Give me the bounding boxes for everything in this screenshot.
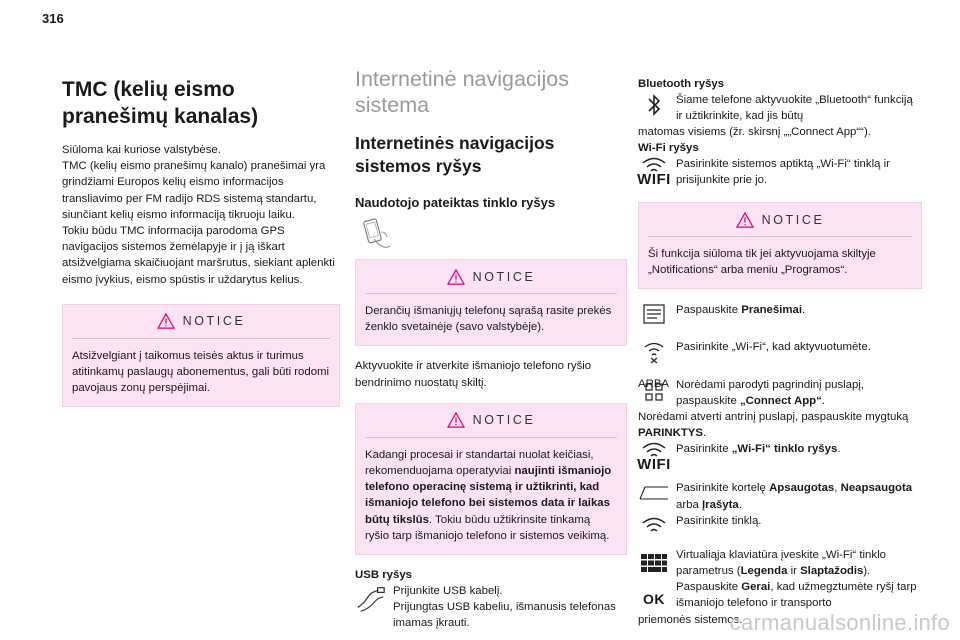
step-text-bold: „Connect App“ bbox=[739, 394, 822, 407]
step-text: Pasirinkite tinklą. bbox=[676, 514, 762, 527]
step-text-part: . bbox=[802, 304, 806, 317]
step-tabs bbox=[638, 480, 922, 512]
notice-title: NOTICE bbox=[472, 413, 536, 428]
step-text-part: . bbox=[738, 498, 742, 511]
tmc-notice bbox=[62, 304, 340, 408]
step-text-part: . bbox=[702, 427, 707, 440]
step-wifi-connection bbox=[638, 441, 922, 472]
usb-charging-text: Prijungtas USB kabeliu, išmanusis telefonas imamas įkrauti. bbox=[393, 601, 616, 630]
column-internet-navigation bbox=[355, 66, 627, 632]
warning-triangle-icon bbox=[157, 313, 175, 329]
notice-header bbox=[72, 305, 330, 339]
step-text bbox=[676, 302, 805, 318]
step-ok bbox=[638, 579, 922, 611]
step-text-part: Paspauskite bbox=[676, 304, 742, 317]
step-text bbox=[676, 480, 922, 512]
step-text-part: Norėdami atverti antrinį puslapį, paspauskite mygtuką bbox=[638, 411, 909, 424]
notifications-notice bbox=[638, 202, 922, 289]
step-options-text bbox=[638, 409, 922, 441]
ok-label: OK bbox=[643, 591, 665, 608]
notice-text bbox=[365, 447, 617, 544]
or-label: ARBA bbox=[638, 378, 670, 391]
step-text-part: , kad užmegztumėte ryšį tarp išmaniojo telefono ir transporto bbox=[676, 581, 917, 610]
notice-text: Derančių išmaniųjų telefonų sąrašą rasite prekės ženklo svetainėje (savo valstybėje). bbox=[365, 305, 612, 334]
tmc-body: TMC (kelių eismo pranešimų kanalo) pranešimai yra grindžiami Europos kelių eismo informacijos transliavimo per FM radijo RDS sistemą standartu, siunčiant kelių eismo informaciją tikruoju laiku. bbox=[62, 160, 326, 221]
step-text bbox=[676, 441, 841, 457]
step-select-network bbox=[638, 513, 922, 533]
wifi-row bbox=[638, 156, 922, 188]
step-text-bold: Pranešimai bbox=[741, 304, 803, 317]
step-text-part: Paspauskite bbox=[676, 581, 742, 594]
usb-step: Prijunkite USB kabelį. bbox=[393, 585, 503, 598]
step-text-part: arba bbox=[676, 498, 702, 511]
step-keyboard bbox=[638, 547, 922, 579]
wifi-icon bbox=[638, 156, 670, 187]
usb-row bbox=[355, 583, 627, 632]
step-wifi-toggle bbox=[638, 339, 922, 364]
step-text: Pasirinkite „Wi-Fi“, kad aktyvuotumėte. bbox=[676, 341, 871, 354]
wifi-label: WIFI bbox=[637, 456, 671, 474]
connection-subtitle: Internetinės navigacijos sistemos ryšys bbox=[355, 133, 555, 176]
ok-icon bbox=[638, 579, 670, 607]
apps-grid-icon bbox=[638, 377, 670, 401]
sharing-settings-text: Aktyvuokite ir atverkite išmaniojo telefono ryšio bendrinimo nuostatų skiltį. bbox=[355, 360, 592, 389]
warning-triangle-icon bbox=[447, 269, 465, 285]
usb-title: USB ryšys bbox=[355, 569, 412, 582]
wifi-label: WIFI bbox=[637, 170, 671, 188]
step-text-part: Pasirinkite bbox=[676, 443, 732, 456]
wifi-title: Wi-Fi ryšys bbox=[638, 141, 699, 154]
step-text-bold: Įrašyta bbox=[701, 498, 739, 511]
warning-triangle-icon bbox=[447, 412, 465, 428]
step-text-bold: Slaptažodis bbox=[800, 565, 864, 578]
notice-title: NOTICE bbox=[472, 269, 536, 284]
keyboard-icon bbox=[638, 547, 670, 573]
step-text-part: Virtualiąja klaviatūra įveskite „Wi-Fi“ tinklo parametrus ( bbox=[676, 548, 886, 578]
step-text-part: , bbox=[834, 482, 841, 495]
step-text-bold: „Wi-Fi“ tinklo ryšys bbox=[731, 443, 838, 456]
wifi-icon bbox=[638, 441, 670, 472]
step-text bbox=[676, 579, 922, 611]
step-text-cont: priemonės sistemos. bbox=[638, 613, 743, 626]
bluetooth-icon bbox=[638, 92, 670, 117]
bluetooth-row bbox=[638, 92, 922, 124]
user-network-section: Naudotojo pateiktas tinklo ryšys bbox=[355, 195, 556, 210]
wifi-icon bbox=[638, 513, 670, 533]
column-connections bbox=[638, 77, 922, 628]
step-text-part: . bbox=[837, 443, 841, 456]
notice-header bbox=[365, 404, 617, 438]
usb-text bbox=[393, 583, 627, 632]
step-text-bold: Apsaugotas bbox=[769, 482, 835, 495]
step-connect-app bbox=[638, 377, 922, 409]
step-text-part: ir bbox=[787, 565, 801, 578]
tmc-title: TMC (kelių eismo pranešimų kanalas) bbox=[62, 78, 259, 128]
notice-text-part: . Tokiu būdu užtikrinsite tinkamą ryšio tarp išmaniojo telefono ir sistemos veikimą. bbox=[365, 513, 610, 542]
notifications-menu-icon bbox=[638, 302, 670, 325]
internet-navigation-title: Internetinė navigacijos sistema bbox=[355, 67, 569, 117]
column-tmc bbox=[62, 60, 340, 407]
page-number: 316 bbox=[42, 11, 64, 26]
step-text bbox=[676, 547, 922, 579]
watermark: carmanualsonline.info bbox=[729, 610, 950, 635]
smartphone-icon bbox=[357, 217, 627, 253]
bluetooth-text-cont: matomas visiems (žr. skirsnį „„Connect App““). bbox=[638, 126, 871, 139]
update-notice bbox=[355, 403, 627, 555]
smartphone-list-notice bbox=[355, 259, 627, 346]
usb-cable-icon bbox=[355, 583, 387, 614]
bluetooth-text: Šiame telefone aktyvuokite „Bluetooth“ funkciją ir užtikrinkite, kad jis būtų bbox=[676, 94, 913, 123]
notice-text: Ši funkcija siūloma tik jei aktyvuojama skiltyje „Notifications“ arba meniu „Programos“. bbox=[648, 248, 876, 277]
tmc-intro: Siūloma kai kuriose valstybėse. bbox=[62, 144, 221, 156]
step-text-part: Pasirinkite kortelę bbox=[676, 482, 770, 495]
notice-title: NOTICE bbox=[182, 314, 246, 329]
step-text-part: . bbox=[821, 394, 825, 407]
wifi-toggle-icon bbox=[638, 339, 670, 364]
notice-title: NOTICE bbox=[761, 212, 825, 227]
tmc-body-2: Tokiu būdu TMC informacija parodoma GPS navigacijos sistemos žemėlapyje ir į ją iškart atsižvelgiama skaičiuojant maršrutus, siekiant aplenkti eismo įvykius, eismo spūstis ir uždarytus kelius. bbox=[62, 225, 335, 286]
notice-text-part: Kadangi procesai ir standartai nuolat keičiasi, rekomenduojama operatyviai bbox=[365, 448, 594, 478]
notice-header bbox=[648, 203, 912, 237]
notice-text: Atsižvelgiant į taikomus teisės aktus ir turimus atitinkamų paslaugų abonementus, gali būti rodomi pavojaus zonų perspėjimai. bbox=[72, 349, 330, 395]
step-text-bold: Neapsaugota bbox=[840, 482, 913, 495]
wifi-text: Pasirinkite sistemos aptiktą „Wi-Fi“ tinklą ir prisijunkite prie jo. bbox=[676, 157, 890, 186]
tab-icon bbox=[638, 480, 670, 500]
warning-triangle-icon bbox=[736, 212, 754, 228]
step-text-part: ). bbox=[863, 565, 871, 578]
step-text bbox=[676, 377, 922, 409]
step-text-part: Norėdami parodyti pagrindinį puslapį, paspauskite bbox=[676, 378, 865, 407]
notice-text-bold: naujinti išmaniojo telefono operacinę sistemą ir užtikrinti, kad išmaniojo telefono bei sistemos data ir laikas būtų tikslūs bbox=[365, 465, 612, 526]
step-text-bold: Legenda bbox=[740, 565, 788, 578]
step-text-bold: Gerai bbox=[741, 581, 771, 594]
step-text-bold: PARINKTYS bbox=[638, 427, 703, 440]
bluetooth-title: Bluetooth ryšys bbox=[638, 78, 725, 90]
step-notifications bbox=[638, 302, 922, 325]
notice-header bbox=[365, 260, 617, 294]
